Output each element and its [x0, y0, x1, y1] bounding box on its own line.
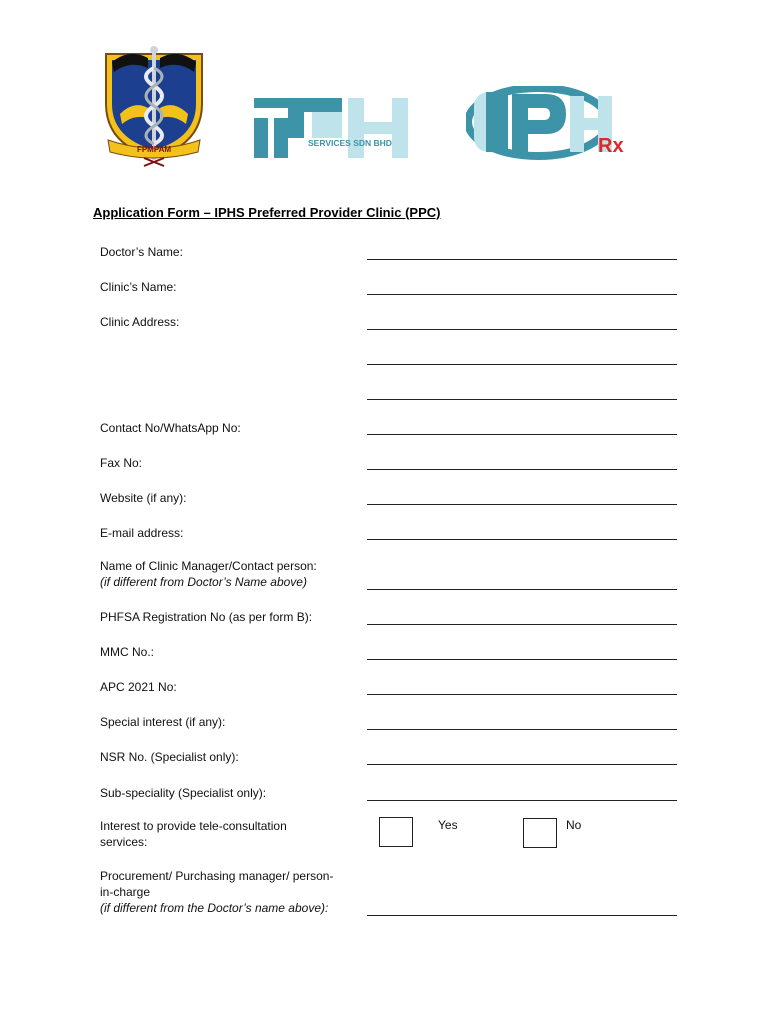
phfsa-field[interactable]: [367, 624, 677, 625]
procurement-field[interactable]: [367, 915, 677, 916]
procurement-label-line1: Procurement/ Purchasing manager/ person-: [100, 869, 334, 883]
website-label: Website (if any):: [100, 491, 187, 505]
subspeciality-field[interactable]: [367, 800, 677, 801]
apc-label: APC 2021 No:: [100, 680, 177, 694]
website-field[interactable]: [367, 504, 677, 505]
clinic-address-field-3[interactable]: [367, 399, 677, 400]
mmc-field[interactable]: [367, 659, 677, 660]
nsr-label: NSR No. (Specialist only):: [100, 750, 239, 764]
doctor-name-label: Doctor’s Name:: [100, 245, 183, 259]
manager-label: Name of Clinic Manager/Contact person:: [100, 559, 317, 573]
procurement-label-line2: in-charge: [100, 885, 151, 899]
contact-label: Contact No/WhatsApp No:: [100, 421, 241, 435]
rx-text: Rx: [598, 135, 624, 157]
tele-label-line1: Interest to provide tele-consultation: [100, 819, 287, 833]
tele-label-line2: services:: [100, 835, 148, 849]
nsr-field[interactable]: [367, 764, 677, 765]
clinic-address-label: Clinic Address:: [100, 315, 180, 329]
email-label: E-mail address:: [100, 526, 184, 540]
iphs-logo: [252, 96, 412, 160]
tele-no-checkbox[interactable]: [523, 818, 557, 848]
fax-field[interactable]: [367, 469, 677, 470]
contact-field[interactable]: [367, 434, 677, 435]
clinic-address-field-1[interactable]: [367, 329, 677, 330]
special-interest-label: Special interest (if any):: [100, 715, 226, 729]
form-title: Application Form – IPHS Preferred Provider Clinic (PPC): [93, 205, 441, 220]
email-field[interactable]: [367, 539, 677, 540]
doctor-name-field[interactable]: [367, 259, 677, 260]
manager-note: (if different from Doctor’s Name above): [100, 575, 307, 589]
subspeciality-label: Sub-speciality (Specialist only):: [100, 786, 267, 800]
tele-yes-label: Yes: [438, 818, 458, 832]
tele-no-label: No: [566, 818, 582, 832]
special-interest-field[interactable]: [367, 729, 677, 730]
procurement-note: (if different from the Doctor’s name above):: [100, 901, 329, 915]
manager-field[interactable]: [367, 589, 677, 590]
mmc-label: MMC No.:: [100, 645, 154, 659]
clinic-address-field-2[interactable]: [367, 364, 677, 365]
fpmpam-text: FPMPAM: [136, 145, 172, 154]
apc-field[interactable]: [367, 694, 677, 695]
tele-yes-checkbox[interactable]: [379, 817, 413, 847]
phfsa-label: PHFSA Registration No (as per form B):: [100, 610, 313, 624]
iphs-text: SERVICES SDN BHD: [308, 138, 392, 148]
fax-label: Fax No:: [100, 456, 143, 470]
iphrx-logo: [466, 86, 630, 160]
clinic-name-label: Clinic’s Name:: [100, 280, 177, 294]
clinic-name-field[interactable]: [367, 294, 677, 295]
fpmpam-logo: [100, 44, 208, 170]
